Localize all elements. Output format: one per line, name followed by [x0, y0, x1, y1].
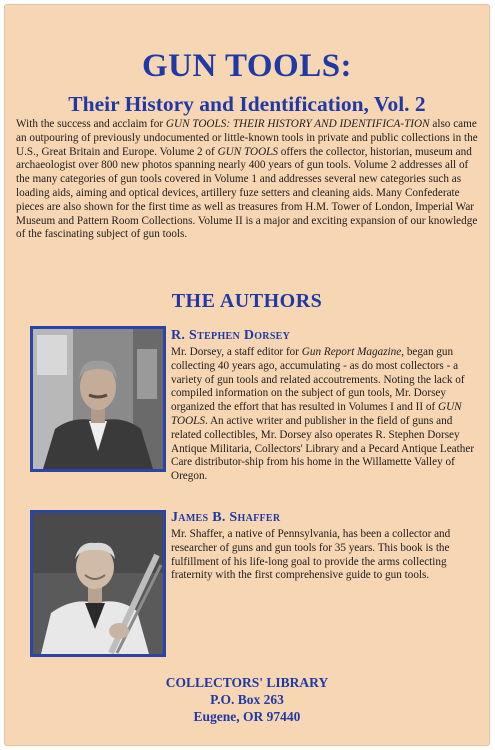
description-title-ref-1: GUN TOOLS: THEIR HISTORY AND IDENTIFICA-TION — [165, 118, 430, 130]
book-title: GUN TOOLS: — [141, 48, 353, 84]
publisher-name: COLLECTORS' LIBRARY — [165, 675, 329, 690]
author-photo-shaffer — [30, 510, 166, 657]
description-text-3: offers the collector, historian, museum and archaeologist over 800 new photos spanning nearly 400 years of gun tools. Volume 2 addresses all of the many categories of gun tools covered in Volume 1 and addresses several new categories such as loading aids, aiming and optical devices, artillery fuze setters and cleaning aids. Many Confederate pieces are also shown for the first time as well as treasures from H.M. Tower of London, Imperial War Museum and Pattern Room Collections. Volume II is a major and exciting expansion of our knowledge of the fascinating subject of gun tools. — [16, 145, 478, 241]
description-title-ref-2: GUN TOOLS — [217, 145, 278, 158]
bio-text-3: . An active writer and publisher in the field of guns and related collectibles, Mr. Dorsey also operates R. Stephen Dorsey Antique Militaria, Collectors' Library and a Pecard Antique Leather Care distributor-ship from his home in the Willamette Valley of Oregon. — [171, 414, 475, 483]
author-name-dorsey: R. Stephen Dorsey — [171, 328, 291, 343]
description-text-2: also came an outpouring of previously undocumented or little-known tools in private and public collections in the U.S., Great Britain and Europe. Volume 2 of — [16, 118, 478, 158]
author-photo-dorsey — [30, 326, 166, 472]
publisher-po-box: P.O. Box 263 — [210, 692, 284, 707]
bio-magazine-ref: Gun Report Magazine — [301, 346, 402, 358]
authors-heading: THE AUTHORS — [171, 290, 323, 312]
book-description — [16, 118, 480, 242]
publisher-address — [4, 674, 490, 725]
author-name-shaffer: James B. Shaffer — [171, 510, 281, 525]
publisher-city: Eugene, OR 97440 — [193, 709, 301, 724]
author-bio-dorsey — [171, 346, 483, 484]
description-text-1: With the success and acclaim for — [16, 118, 166, 130]
book-back-cover — [4, 4, 490, 746]
book-subtitle: Their History and Identification, Vol. 2 — [68, 92, 426, 116]
bio-text-1: Mr. Dorsey, a staff editor for — [171, 346, 302, 358]
bio-title-ref: GUN TOOLS — [171, 401, 462, 427]
author-bio-shaffer: Mr. Shaffer, a native of Pennsylvania, has been a collector and researcher of guns and gun tools for 35 years. This book is the fulfillment of his life-long goal to provide the arms collecting fraternity with the first comprehensive guide to gun tools. — [171, 528, 451, 582]
bio-text-2: , began gun collecting 40 years ago, accumulating - as do most collectors - a variety of gun tools and related accoutrements. Noting the lack of compiled information on the subject of gun tools, Mr. Dorsey organized the effort that has resulted in Volumes I and II of — [171, 346, 465, 414]
